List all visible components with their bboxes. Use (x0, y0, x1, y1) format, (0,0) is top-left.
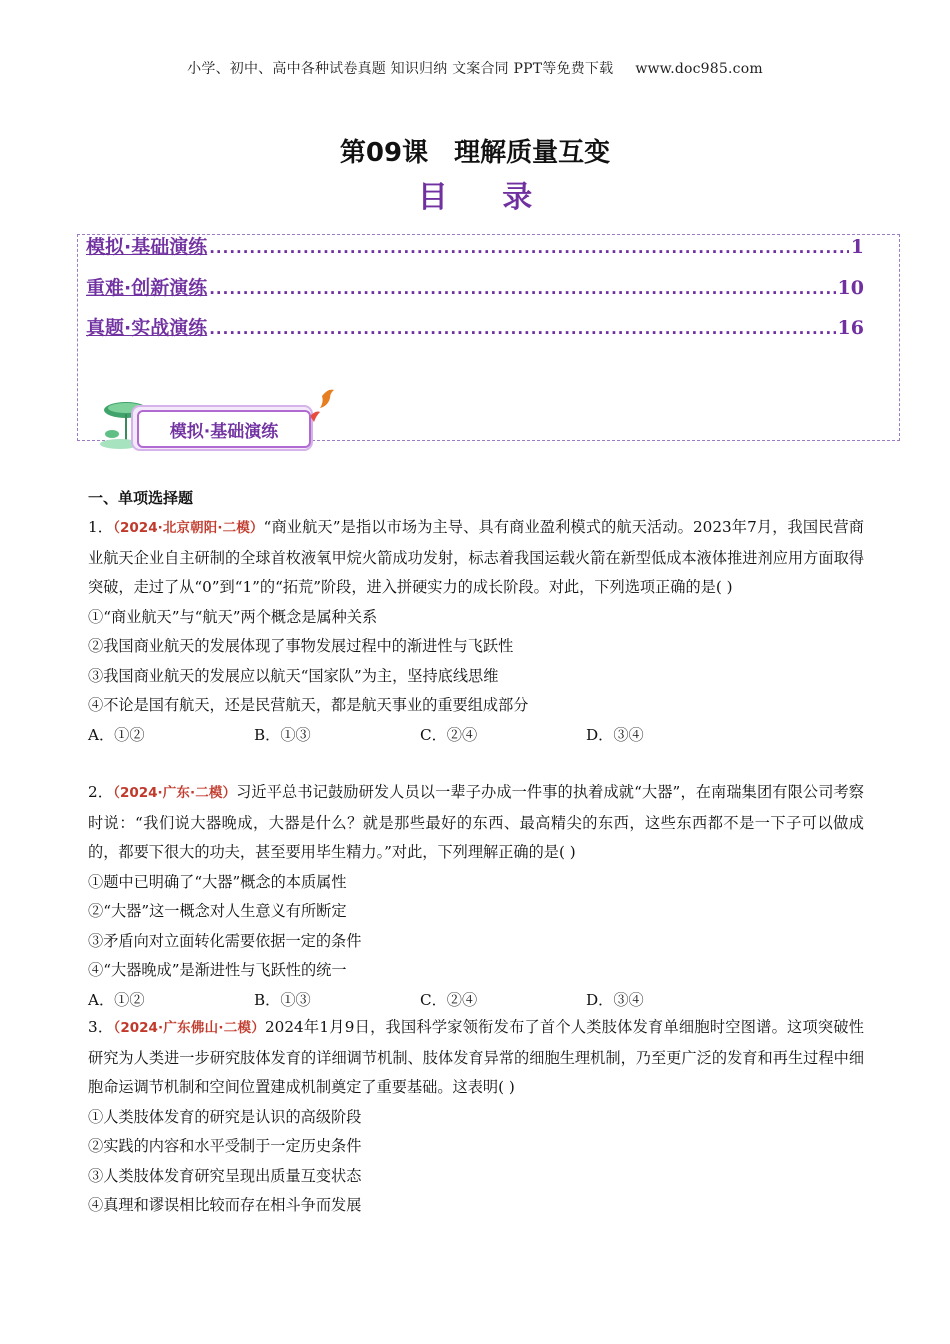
statement: ④“大器晚成”是渐进性与飞跃性的统一 (88, 961, 347, 979)
option-b[interactable]: B．①③ (254, 990, 311, 1009)
toc-leader-dots (209, 320, 835, 338)
statement: ③我国商业航天的发展应以航天“国家队”为主，坚持底线思维 (88, 666, 499, 685)
option-c[interactable]: C．②④ (420, 990, 478, 1009)
option-a[interactable]: A．①② (88, 990, 145, 1009)
question-source: （2024·北京朝阳·二模） (113, 520, 264, 536)
question-2 (88, 778, 864, 1015)
toc-item-label: 真题·实战演练 (86, 317, 208, 339)
statement: ④不论是国有航天，还是民营航天，都是航天事业的重要组成部分 (88, 696, 529, 714)
section-banner: 模拟·基础演练 (137, 410, 311, 448)
header-url[interactable]: www.doc985.com (635, 61, 763, 77)
toc-heading: 目 录 (417, 180, 555, 215)
question-stem: 1．（2024·北京朝阳·二模）“商业航天”是指以市场为主导、具有商业盈利模式的航天活动。2023年7月，我国民营商业航天企业自主研制的全球首枚液氧甲烷火箭成功发射，标志着我国运载火箭在新型低成本液体推进剂应用方面取得突破，走过了从“0”到“1”的“拓荒”阶段，进入拼硬实力的成长阶段。对此，下列选项正确的是( ) (88, 518, 864, 596)
statement: ③人类肢体发育研究呈现出质量互变状态 (88, 1166, 362, 1185)
toc-item-label: 模拟·基础演练 (86, 236, 208, 258)
page-title (0, 132, 950, 169)
question-3 (88, 1013, 864, 1221)
statement: ②我国商业航天的发展体现了事物发展过程中的渐进性与飞跃性 (88, 637, 514, 655)
statement: ③矛盾向对立面转化需要依据一定的条件 (88, 931, 362, 950)
koi-fish-icon (320, 390, 334, 408)
toc-item-1[interactable] (86, 232, 864, 259)
toc-leader-dots (209, 239, 849, 257)
option-b[interactable]: B．①③ (254, 725, 311, 744)
option-d[interactable]: D．③④ (586, 990, 644, 1009)
statement: ②实践的内容和水平受制于一定历史条件 (88, 1137, 362, 1155)
question-source: （2024·广东佛山·二模） (113, 1020, 266, 1036)
question-1 (88, 513, 864, 750)
answer-options (88, 986, 864, 1016)
lesson-number: 第09课 (339, 138, 429, 168)
statement: ②“大器”这一概念对人生意义有所断定 (88, 902, 347, 920)
toc-item-3[interactable] (86, 313, 864, 340)
toc-item-page: 10 (837, 277, 864, 299)
toc-item-page: 1 (850, 236, 864, 258)
question-source: （2024·广东·二模） (113, 785, 237, 801)
question-stem: 3．（2024·广东佛山·二模）2024年1月9日，我国科学家领衔发布了首个人类肢体发育单细胞时空图谱。这项突破性研究为人类进一步研究肢体发育的详细调节机制、肢体发育异常的细胞生理机制，乃至更广泛的发育和再生过程中细胞命运调节机制和空间位置建成机制奠定了重要基础。这表明( ) (88, 1018, 864, 1096)
header-text: 小学、初中、高中各种试卷真题 知识归纳 文案合同 PPT等免费下载 (187, 61, 614, 77)
option-c[interactable]: C．②④ (420, 725, 478, 744)
toc-item-page: 16 (837, 317, 864, 339)
statement: ①“商业航天”与“航天”两个概念是属种关系 (88, 607, 378, 626)
statement: ④真理和谬误相比较而存在相斗争而发展 (88, 1196, 362, 1214)
option-a[interactable]: A．①② (88, 725, 145, 744)
statement: ①人类肢体发育的研究是认识的高级阶段 (88, 1107, 362, 1126)
statement: ①题中已明确了“大器”概念的本质属性 (88, 872, 347, 891)
option-d[interactable]: D．③④ (586, 725, 644, 744)
answer-options (88, 721, 864, 751)
lesson-topic: 理解质量互变 (454, 138, 611, 168)
toc-item-label: 重难·创新演练 (86, 277, 208, 299)
toc-item-2[interactable] (86, 273, 864, 300)
page-header (0, 58, 950, 78)
question-stem: 2．（2024·广东·二模）习近平总书记鼓励研发人员以一辈子办成一件事的执着成就“大器”，在南瑞集团有限公司考察时说：“我们说大器晚成，大器是什么？就是那些最好的东西、最高精尖的东西，这些东西都不是一下子可以做成的，都要下很大的功夫，甚至要用毕生精力。”对此，下列理解正确的是( ) (88, 783, 864, 861)
section-title: 一、单项选择题 (88, 489, 194, 507)
toc-leader-dots (209, 280, 835, 298)
